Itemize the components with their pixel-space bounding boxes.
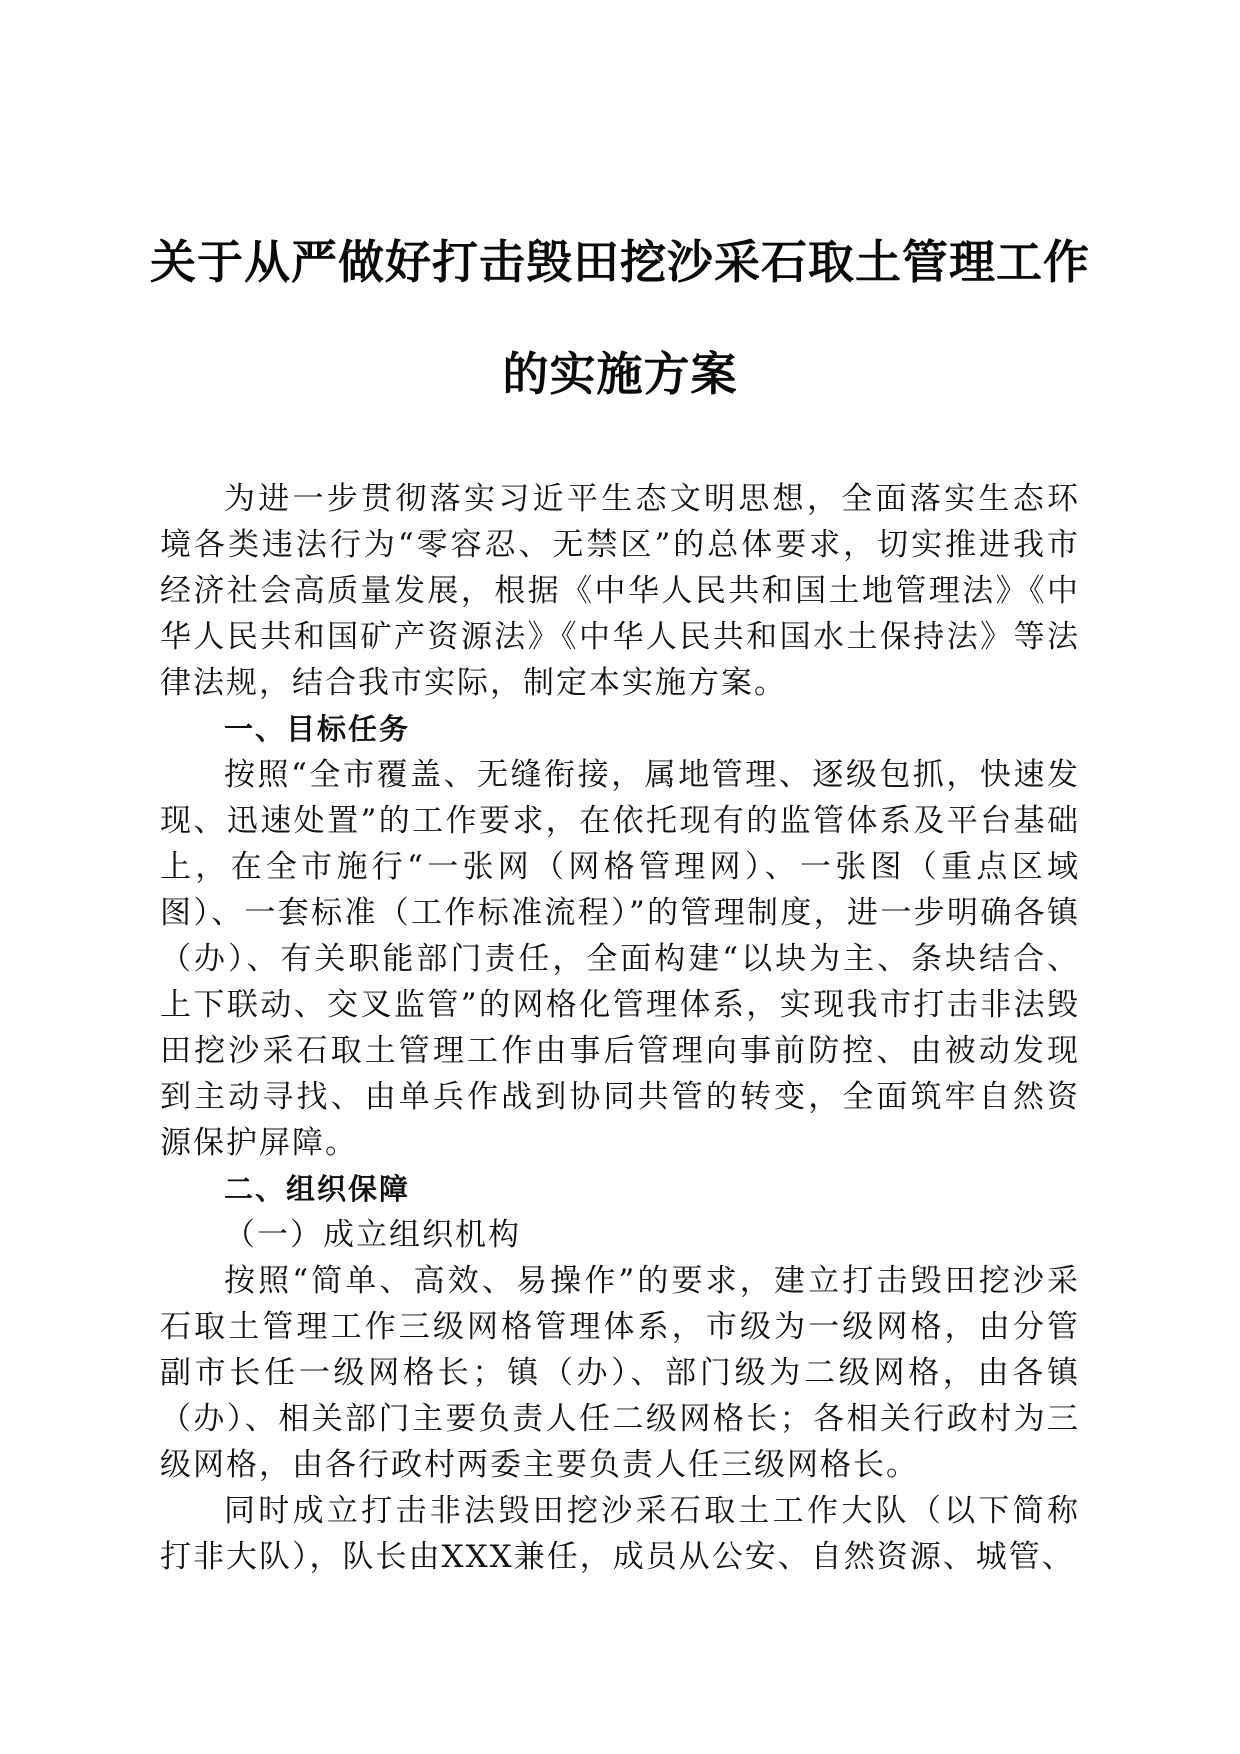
section-2-subheading-1: （一）成立组织机构 xyxy=(224,1217,521,1253)
document-title-line-1: 关于从严做好打击毁田挖沙采石取土管理工作 xyxy=(150,235,1090,289)
section-2-paragraph-2: 同时成立打击非法毁田挖沙采石取土工作大队（以下简称打非大队），队长由XXX兼任，成员从公安、自然资源、城管、 xyxy=(160,1493,1080,1575)
section-2-heading: 二、组织保障 xyxy=(224,1172,411,1206)
section-1-paragraph: 按照“全市覆盖、无缝衔接，属地管理、逐级包抓，快速发现、迅速处置”的工作要求，在依托现有的监管体系及平台基础上，在全市施行“一张网（网格管理网）、一张图（重点区域图）、一套标准（工作标准流程）”的管理制度，进一步明确各镇（办）、有关职能部门责任，全面构建“以块为主、条块结合、上下联动、交叉监管”的网格化管理体系，实现我市打击非法毁田挖沙采石取土管理工作由事后管理向事前防控、由被动发现到主动寻找、由单兵作战到协同共管的转变，全面筑牢自然资源保护屏障。 xyxy=(160,757,1080,1161)
document-body xyxy=(160,476,1080,1580)
document-title-line-2: 的实施方案 xyxy=(502,347,738,401)
section-1-heading: 一、目标任务 xyxy=(224,712,411,746)
section-2-paragraph-1: 按照“简单、高效、易操作”的要求，建立打击毁田挖沙采石取土管理工作三级网格管理体系，市级为一级网格，由分管副市长任一级网格长；镇（办）、部门级为二级网格，由各镇（办）、相关部门主要负责人任二级网格长；各相关行政村为三级网格，由各行政村两委主要负责人任三级网格长。 xyxy=(160,1263,1080,1483)
intro-paragraph: 为进一步贯彻落实习近平生态文明思想，全面落实生态环境各类违法行为“零容忍、无禁区”的总体要求，切实推进我市经济社会高质量发展，根据《中华人民共和国土地管理法》《中华人民共和国矿产资源法》《中华人民共和国水土保持法》等法律法规，结合我市实际，制定本实施方案。 xyxy=(160,481,1080,701)
